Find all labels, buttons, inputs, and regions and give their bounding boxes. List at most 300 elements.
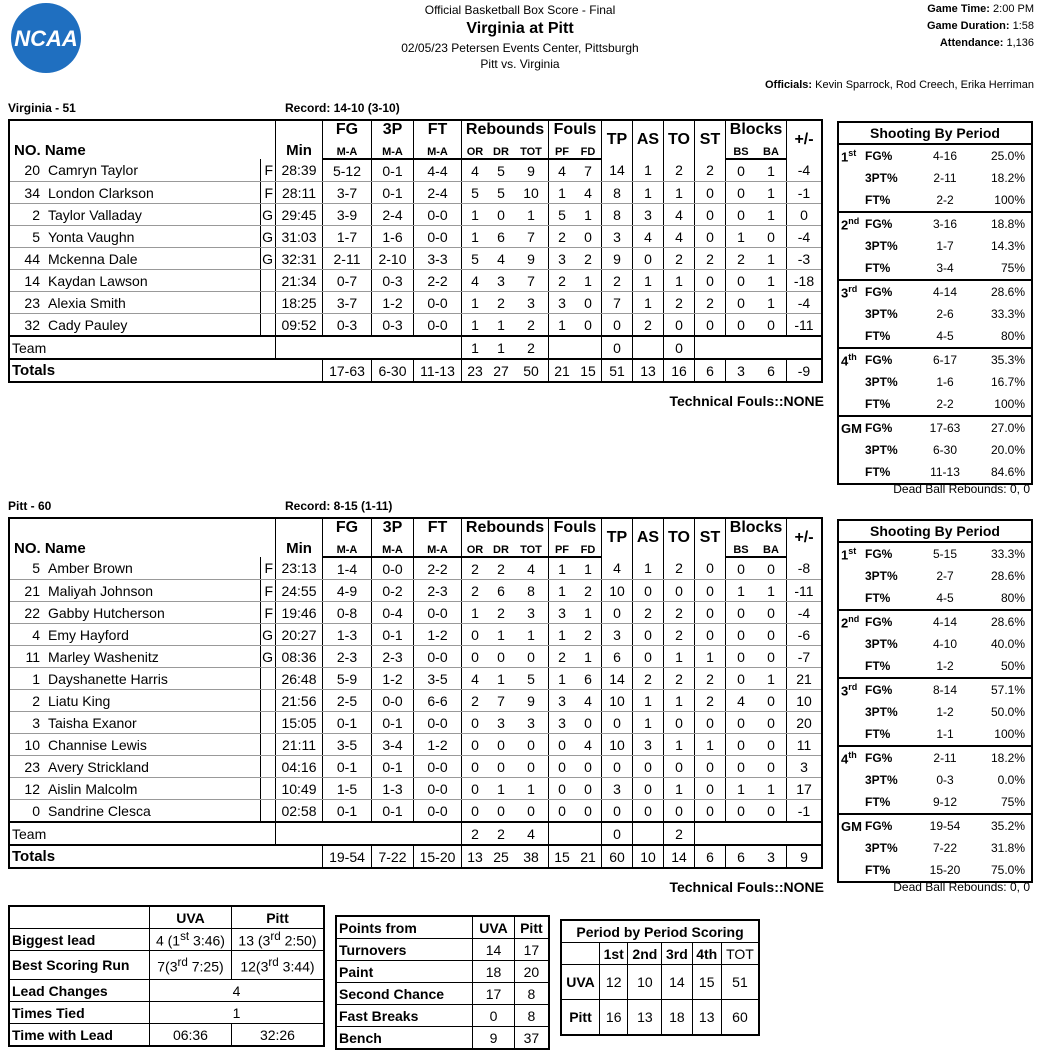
shooting-percent: 35.2% xyxy=(990,819,1025,833)
stat-ba: 1 xyxy=(756,159,787,182)
period-col: 3rd xyxy=(662,943,692,965)
period-label: 3rd xyxy=(841,283,858,301)
period-col: 2nd xyxy=(628,943,662,965)
game-time-label: Game Time: xyxy=(927,3,990,15)
stat-fd: 6 xyxy=(575,668,602,690)
points-from-row xyxy=(336,939,549,961)
shooting-percent: 18.8% xyxy=(990,217,1025,231)
stat-or: 5 xyxy=(462,248,489,270)
shooting-made-attempted: 1-1 xyxy=(936,727,954,741)
pf-col-pitt: Pitt xyxy=(514,916,549,939)
stat-plus-minus: -18 xyxy=(787,270,823,292)
stat-min: 31:03 xyxy=(276,226,323,248)
stat-or: 5 xyxy=(462,182,489,204)
points-from-category: Paint xyxy=(336,961,473,983)
col-fouls: Fouls xyxy=(549,518,602,537)
stat-fd: 1 xyxy=(575,646,602,668)
stat-tp: 0 xyxy=(602,756,633,778)
player-name: Cady Pauley xyxy=(48,314,261,337)
stat-st: 0 xyxy=(695,778,726,800)
total-st: 6 xyxy=(695,845,726,868)
stat-dr: 1 xyxy=(488,668,514,690)
stat-to: 1 xyxy=(664,270,695,292)
col-rebounds: Rebounds xyxy=(462,518,549,537)
player-row xyxy=(9,756,822,778)
stat-tp: 2 xyxy=(602,270,633,292)
player-row xyxy=(9,314,822,337)
stat-tp: 0 xyxy=(602,800,633,823)
shooting-stat-label: FG% xyxy=(865,149,893,163)
points-from-pitt: 20 xyxy=(514,961,549,983)
stat-pf: 0 xyxy=(549,800,576,823)
total-as: 13 xyxy=(633,359,664,382)
stat-dr: 2 xyxy=(488,292,514,314)
stat-plus-minus: -4 xyxy=(787,602,823,624)
stat-ba: 1 xyxy=(756,204,787,226)
biggest-lead-label: Biggest lead xyxy=(9,929,150,951)
shooting-row xyxy=(839,633,1031,655)
shooting-made-attempted: 9-12 xyxy=(932,795,958,809)
team-record: Record: 14-10 (3-10) xyxy=(285,101,400,115)
period-label: GM xyxy=(841,818,862,834)
officials-label: Officials: xyxy=(765,79,813,91)
shooting-made-attempted: 2-6 xyxy=(936,307,954,321)
shooting-percent: 28.6% xyxy=(990,285,1025,299)
shooting-row xyxy=(839,439,1031,461)
stat-st: 1 xyxy=(695,734,726,756)
player-name: Emy Hayford xyxy=(48,624,261,646)
shooting-period-group xyxy=(839,281,1031,349)
stat-min: 26:48 xyxy=(276,668,323,690)
stat-plus-minus: -7 xyxy=(787,646,823,668)
stat-or: 0 xyxy=(462,800,489,823)
stat-ba: 0 xyxy=(756,314,787,337)
stat-pf: 1 xyxy=(549,668,576,690)
stat-or: 1 xyxy=(462,226,489,248)
stat-fg: 1-3 xyxy=(323,624,372,646)
stat-3p: 0-1 xyxy=(372,159,414,182)
stat-tot: 1 xyxy=(514,778,549,800)
stat-or: 1 xyxy=(462,204,489,226)
stat-tot: 10 xyxy=(514,182,549,204)
stat-tot: 3 xyxy=(514,292,549,314)
shooting-made-attempted: 1-6 xyxy=(936,375,954,389)
stat-3p: 0-1 xyxy=(372,800,414,823)
stat-fg: 0-7 xyxy=(323,270,372,292)
shooting-stat-label: 3PT% xyxy=(865,773,898,787)
stat-or: 2 xyxy=(462,557,489,580)
stat-min: 19:46 xyxy=(276,602,323,624)
player-row xyxy=(9,646,822,668)
stat-min: 28:39 xyxy=(276,159,323,182)
stat-plus-minus: -1 xyxy=(787,800,823,823)
shooting-made-attempted: 3-16 xyxy=(932,217,958,231)
stat-as: 3 xyxy=(633,204,664,226)
player-number: 23 xyxy=(9,756,48,778)
shooting-made-attempted: 7-22 xyxy=(932,841,958,855)
shooting-period-group xyxy=(839,145,1031,213)
totals-label: Totals xyxy=(9,845,323,868)
stat-3p: 0-1 xyxy=(372,182,414,204)
shooting-percent: 33.3% xyxy=(990,547,1025,561)
stat-dr: 0 xyxy=(488,800,514,823)
shooting-made-attempted: 4-10 xyxy=(932,637,958,651)
stat-plus-minus: -6 xyxy=(787,624,823,646)
shooting-stat-label: FG% xyxy=(865,421,893,435)
player-number: 14 xyxy=(9,270,48,292)
player-row xyxy=(9,557,822,580)
stat-tp: 3 xyxy=(602,226,633,248)
stat-dr: 6 xyxy=(488,226,514,248)
stat-3p: 0-0 xyxy=(372,690,414,712)
col-ft-ma: M-A xyxy=(414,139,462,159)
stat-plus-minus: -4 xyxy=(787,159,823,182)
shooting-stat-label: 3PT% xyxy=(865,307,898,321)
stat-plus-minus: 20 xyxy=(787,712,823,734)
stat-st: 0 xyxy=(695,624,726,646)
technical-fouls: Technical Fouls::NONE xyxy=(669,393,824,409)
stat-dr: 3 xyxy=(488,712,514,734)
stat-to: 0 xyxy=(664,756,695,778)
shooting-made-attempted: 2-2 xyxy=(936,193,954,207)
stat-or: 0 xyxy=(462,734,489,756)
stat-tp: 10 xyxy=(602,734,633,756)
stat-st: 0 xyxy=(695,602,726,624)
attendance-label: Attendance: xyxy=(939,37,1004,49)
stat-fg: 3-7 xyxy=(323,182,372,204)
stat-tot: 8 xyxy=(514,580,549,602)
shooting-row xyxy=(839,145,1031,167)
shooting-title: Shooting By Period xyxy=(839,521,1031,543)
stat-ba: 0 xyxy=(756,646,787,668)
team-to: 0 xyxy=(664,336,695,359)
game-info xyxy=(927,1,1034,52)
stat-fd: 2 xyxy=(575,624,602,646)
period-label: 3rd xyxy=(841,681,858,699)
stat-fd: 7 xyxy=(575,159,602,182)
shooting-row xyxy=(839,701,1031,723)
col-fd: FD xyxy=(575,537,602,557)
stat-dr: 0 xyxy=(488,204,514,226)
shooting-row xyxy=(839,325,1031,347)
stat-tp: 3 xyxy=(602,624,633,646)
ncaa-logo-text: NCAA xyxy=(14,26,78,51)
shooting-stat-label: FG% xyxy=(865,547,893,561)
stat-as: 2 xyxy=(633,602,664,624)
stat-min: 02:58 xyxy=(276,800,323,823)
shooting-percent: 28.6% xyxy=(990,569,1025,583)
stat-tp: 0 xyxy=(602,602,633,624)
shooting-by-period xyxy=(837,519,1033,883)
player-row xyxy=(9,226,822,248)
stat-to: 1 xyxy=(664,690,695,712)
venue-line: 02/05/23 Petersen Events Center, Pittsburgh xyxy=(401,41,639,55)
player-number: 12 xyxy=(9,778,48,800)
stat-ft: 6-6 xyxy=(414,690,462,712)
shooting-made-attempted: 4-14 xyxy=(932,285,958,299)
stat-min: 24:55 xyxy=(276,580,323,602)
stat-st: 2 xyxy=(695,690,726,712)
shooting-period-group xyxy=(839,611,1031,679)
col-fg: FG xyxy=(323,120,372,139)
player-position: F xyxy=(261,557,276,580)
shooting-made-attempted: 6-17 xyxy=(932,353,958,367)
best-run-label: Best Scoring Run xyxy=(9,951,150,980)
stat-or: 1 xyxy=(462,314,489,337)
player-row xyxy=(9,800,822,823)
stat-pf: 2 xyxy=(549,270,576,292)
totals-row xyxy=(9,359,822,382)
stat-as: 1 xyxy=(633,270,664,292)
player-position xyxy=(261,314,276,337)
shooting-row xyxy=(839,417,1031,439)
player-number: 1 xyxy=(9,668,48,690)
stat-to: 4 xyxy=(664,204,695,226)
stat-min: 09:52 xyxy=(276,314,323,337)
shooting-row xyxy=(839,611,1031,633)
team-record: Record: 8-15 (1-11) xyxy=(285,499,393,513)
stat-3p: 1-2 xyxy=(372,292,414,314)
col-ba: BA xyxy=(756,537,787,557)
stat-to: 0 xyxy=(664,314,695,337)
stat-tot: 1 xyxy=(514,624,549,646)
col-or: OR xyxy=(462,139,489,159)
player-row xyxy=(9,204,822,226)
points-from-uva: 9 xyxy=(473,1027,514,1050)
total-plus-minus: 9 xyxy=(787,845,823,868)
col-st: ST xyxy=(695,518,726,557)
box-score-table xyxy=(8,119,823,383)
shooting-percent: 31.8% xyxy=(990,841,1025,855)
team-label: Team xyxy=(9,822,276,845)
stat-tp: 9 xyxy=(602,248,633,270)
col-plus-minus: +/- xyxy=(787,518,823,557)
stat-st: 0 xyxy=(695,270,726,292)
stat-dr: 2 xyxy=(488,557,514,580)
officials-names: Kevin Sparrock, Rod Creech, Erika Herriman xyxy=(815,79,1034,91)
stat-to: 2 xyxy=(664,248,695,270)
shooting-percent: 20.0% xyxy=(990,443,1025,457)
stat-pf: 0 xyxy=(549,756,576,778)
team-name: Pitt - 60 xyxy=(8,499,52,513)
total-ba: 6 xyxy=(756,359,787,382)
period-scoring-table xyxy=(560,919,760,1036)
stat-min: 10:49 xyxy=(276,778,323,800)
period-header-row xyxy=(561,943,759,965)
stat-fg: 1-4 xyxy=(323,557,372,580)
ncaa-logo xyxy=(2,2,90,74)
shooting-row xyxy=(839,303,1031,325)
player-row xyxy=(9,182,822,204)
shooting-made-attempted: 4-16 xyxy=(932,149,958,163)
shooting-percent: 35.3% xyxy=(990,353,1025,367)
points-from-table xyxy=(335,915,550,1050)
stat-pf: 1 xyxy=(549,580,576,602)
period-score: 51 xyxy=(721,965,759,1000)
totals-row xyxy=(9,845,822,868)
stat-fd: 4 xyxy=(575,690,602,712)
points-from-category: Fast Breaks xyxy=(336,1005,473,1027)
col-tp: TP xyxy=(602,518,633,557)
shooting-made-attempted: 1-2 xyxy=(936,659,954,673)
player-name: Aislin Malcolm xyxy=(48,778,261,800)
points-from-pitt: 17 xyxy=(514,939,549,961)
shooting-stat-label: FT% xyxy=(865,193,891,207)
stat-dr: 1 xyxy=(488,314,514,337)
shooting-percent: 57.1% xyxy=(990,683,1025,697)
stat-fg: 1-5 xyxy=(323,778,372,800)
shooting-row xyxy=(839,859,1031,881)
lead-changes-label: Lead Changes xyxy=(9,980,150,1002)
stat-tp: 4 xyxy=(602,557,633,580)
dead-ball-rebounds: Dead Ball Rebounds: 0, 0 xyxy=(893,482,1030,496)
stat-tp: 3 xyxy=(602,778,633,800)
points-from-pitt: 8 xyxy=(514,1005,549,1027)
stat-dr: 3 xyxy=(488,270,514,292)
stat-ba: 1 xyxy=(756,668,787,690)
col-ba: BA xyxy=(756,139,787,159)
stat-bs: 0 xyxy=(726,668,757,690)
stat-ft: 0-0 xyxy=(414,602,462,624)
player-row xyxy=(9,668,822,690)
player-name: Alexia Smith xyxy=(48,292,261,314)
stat-fd: 0 xyxy=(575,778,602,800)
stat-bs: 4 xyxy=(726,690,757,712)
stat-as: 1 xyxy=(633,690,664,712)
player-position xyxy=(261,756,276,778)
shooting-row xyxy=(839,587,1031,609)
shooting-row xyxy=(839,371,1031,393)
stat-ba: 1 xyxy=(756,580,787,602)
stat-ft: 0-0 xyxy=(414,712,462,734)
stat-ft: 1-2 xyxy=(414,734,462,756)
stat-ft: 0-0 xyxy=(414,204,462,226)
time-lead-uva: 06:36 xyxy=(150,1024,232,1047)
stat-fd: 2 xyxy=(575,580,602,602)
stat-ba: 0 xyxy=(756,800,787,823)
shooting-row xyxy=(839,679,1031,701)
shooting-row xyxy=(839,837,1031,859)
shooting-title: Shooting By Period xyxy=(839,123,1031,145)
stat-fg: 2-11 xyxy=(323,248,372,270)
col-min: Min xyxy=(276,120,323,159)
stat-plus-minus: -4 xyxy=(787,226,823,248)
player-number: 3 xyxy=(9,712,48,734)
stat-tp: 14 xyxy=(602,159,633,182)
stat-min: 15:05 xyxy=(276,712,323,734)
stat-dr: 0 xyxy=(488,646,514,668)
col-pf: PF xyxy=(549,139,576,159)
stat-as: 3 xyxy=(633,734,664,756)
stat-ft: 2-4 xyxy=(414,182,462,204)
stat-3p: 0-1 xyxy=(372,624,414,646)
col-bs: BS xyxy=(726,537,757,557)
stat-to: 1 xyxy=(664,734,695,756)
shooting-stat-label: 3PT% xyxy=(865,841,898,855)
stat-plus-minus: 17 xyxy=(787,778,823,800)
col-to: TO xyxy=(664,120,695,159)
stat-pf: 1 xyxy=(549,624,576,646)
stat-plus-minus: -4 xyxy=(787,292,823,314)
player-name: Avery Strickland xyxy=(48,756,261,778)
player-name: Liatu King xyxy=(48,690,261,712)
stat-to: 2 xyxy=(664,159,695,182)
period-label: 2nd xyxy=(841,613,860,631)
period-score: 13 xyxy=(628,1000,662,1036)
player-position xyxy=(261,778,276,800)
stat-plus-minus: 11 xyxy=(787,734,823,756)
stat-as: 0 xyxy=(633,624,664,646)
player-row xyxy=(9,690,822,712)
stat-min: 21:56 xyxy=(276,690,323,712)
stat-ft: 0-0 xyxy=(414,292,462,314)
stat-to: 0 xyxy=(664,800,695,823)
stat-dr: 0 xyxy=(488,756,514,778)
team-tot: 2 xyxy=(514,336,549,359)
team-or: 1 xyxy=(462,336,489,359)
game-title: Virginia at Pitt xyxy=(466,20,574,37)
player-position: G xyxy=(261,624,276,646)
shooting-percent: 75% xyxy=(1000,795,1025,809)
stat-pf: 5 xyxy=(549,204,576,226)
shooting-row xyxy=(839,543,1031,565)
stat-or: 1 xyxy=(462,292,489,314)
player-position: F xyxy=(261,159,276,182)
period-label: 2nd xyxy=(841,215,860,233)
team-tp: 0 xyxy=(602,822,633,845)
stat-bs: 1 xyxy=(726,778,757,800)
stat-3p: 1-6 xyxy=(372,226,414,248)
duration-label: Game Duration: xyxy=(927,20,1010,32)
stat-tot: 2 xyxy=(514,314,549,337)
total-ba: 3 xyxy=(756,845,787,868)
total-fg: 19-54 xyxy=(323,845,372,868)
col-rebounds: Rebounds xyxy=(462,120,549,139)
stat-to: 0 xyxy=(664,580,695,602)
stat-st: 2 xyxy=(695,248,726,270)
stat-pf: 3 xyxy=(549,248,576,270)
player-position: F xyxy=(261,580,276,602)
col-min: Min xyxy=(276,518,323,557)
shooting-stat-label: FG% xyxy=(865,683,893,697)
stat-st: 0 xyxy=(695,314,726,337)
col-dr: DR xyxy=(488,139,514,159)
shooting-stat-label: FG% xyxy=(865,353,893,367)
stat-3p: 0-3 xyxy=(372,314,414,337)
stat-to: 2 xyxy=(664,292,695,314)
player-row xyxy=(9,712,822,734)
box-score-subtitle: Official Basketball Box Score - Final xyxy=(424,3,616,17)
period-score-row xyxy=(561,1000,759,1036)
shooting-row xyxy=(839,769,1031,791)
player-position xyxy=(261,292,276,314)
period-score: 14 xyxy=(662,965,692,1000)
col-plus-minus: +/- xyxy=(787,120,823,159)
period-label: 1st xyxy=(841,545,857,563)
shooting-row xyxy=(839,235,1031,257)
stat-or: 4 xyxy=(462,159,489,182)
stat-dr: 5 xyxy=(488,182,514,204)
lead-changes: 4 xyxy=(150,980,325,1002)
player-number: 20 xyxy=(9,159,48,182)
best-run-uva: 7(3rd 7:25) xyxy=(150,951,232,980)
stat-ba: 0 xyxy=(756,557,787,580)
player-row xyxy=(9,292,822,314)
stat-to: 1 xyxy=(664,182,695,204)
stat-bs: 0 xyxy=(726,712,757,734)
shooting-stat-label: 3PT% xyxy=(865,239,898,253)
shooting-stat-label: FT% xyxy=(865,863,891,877)
